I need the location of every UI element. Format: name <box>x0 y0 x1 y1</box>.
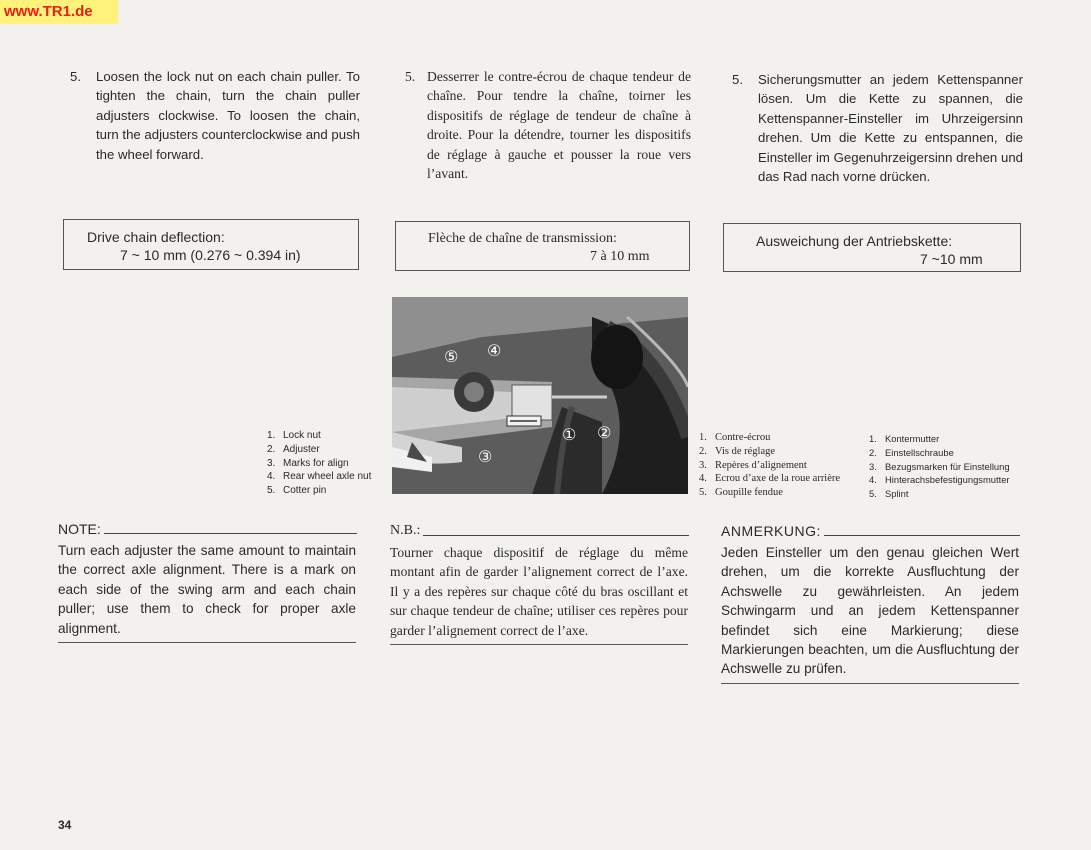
legend-item <box>869 460 1010 474</box>
legend-num: 2. <box>699 445 707 457</box>
legend-label: Hinterachsbefestigungsmutter <box>885 474 1010 486</box>
legend-num: 5. <box>267 485 276 497</box>
legend-label: Ecrou d’axe de la roue arrière <box>715 473 841 485</box>
german-spec-box <box>723 223 1021 272</box>
german-step-5 <box>732 70 1023 186</box>
legend-num: 5. <box>699 487 707 499</box>
legend-label: Einstellschraube <box>885 446 954 458</box>
callout-5: ⑤ <box>444 347 459 366</box>
step-number: 5. <box>732 72 743 87</box>
german-note-body: Jeden Einsteller um den genau gleichen Wert drehen, um die korrekte Ausfluchtung der Achswelle zu gewährleisten. An jedem Schwingarm und an jedem Kettenspanner befindet sich eine Markierung; diese Markierungen beachten, um die Ausfluchtung der Achswelle zu prüfen. <box>721 543 1019 684</box>
legend-item <box>869 473 1010 487</box>
legend-item <box>267 429 371 443</box>
legend-item <box>699 459 840 473</box>
spec-label: Flèche de chaîne de transmission: <box>428 231 617 246</box>
page-number: 34 <box>58 818 72 832</box>
spec-value: 7 ~10 mm <box>920 251 983 267</box>
step-text: Sicherungsmutter an jedem Kettenspanner lösen. Um die Kette zu spannen, die Kettenspanner-Einsteller im Uhrzeigersinn drehen. Um die Kette zu entspannen, die Einsteller im Gegenuhrzeigersinn drehen und das Rad nach vorne drücken. <box>758 72 1023 185</box>
spec-label: Ausweichung der Antriebskette: <box>756 233 953 249</box>
site-watermark[interactable]: www.TR1.de <box>0 0 118 24</box>
english-note-body: Turn each adjuster the same amount to maintain the correct axle alignment. There is a mark on each side of the swing arm and each chain puller; use them to check for proper axle alignment. <box>58 541 356 643</box>
legend-num: 5. <box>869 488 877 500</box>
french-step-5 <box>405 67 691 183</box>
callout-3: ③ <box>478 447 493 466</box>
legend-num: 3. <box>869 460 877 472</box>
legend-num: 4. <box>267 471 276 483</box>
legend-item <box>869 446 1010 460</box>
english-step-5 <box>70 67 360 164</box>
legend-item <box>699 486 840 500</box>
note-rule <box>824 535 1020 536</box>
callout-2: ② <box>597 423 612 442</box>
note-title: N.B.: <box>390 523 421 538</box>
callout-1: ① <box>562 425 577 444</box>
legend-label: Vis de réglage <box>715 445 776 457</box>
legend-item <box>869 487 1010 501</box>
legend-label: Lock nut <box>283 430 321 441</box>
legend-item <box>267 457 371 471</box>
step-number: 5. <box>70 69 81 84</box>
legend-label: Goupille fendue <box>715 487 783 499</box>
legend-item <box>869 432 1010 446</box>
legend-label: Adjuster <box>283 443 320 455</box>
legend-num: 2. <box>267 443 276 455</box>
legend-num: 2. <box>869 446 877 458</box>
legend-label: Marks for align <box>283 457 349 469</box>
legend-label: Rear wheel axle nut <box>283 471 372 483</box>
note-title: NOTE: <box>58 521 101 537</box>
legend-num: 1. <box>267 430 276 441</box>
legend-num: 4. <box>699 473 707 485</box>
callout-4: ④ <box>487 341 502 360</box>
note-rule <box>104 533 357 534</box>
legend-label: Kontermutter <box>885 433 940 444</box>
legend-num: 3. <box>699 459 707 471</box>
legend-label: Bezugsmarken für Einstellung <box>885 460 1010 472</box>
spec-label: Drive chain deflection: <box>87 229 225 245</box>
legend-item <box>267 443 371 457</box>
german-note-heading <box>721 523 1020 539</box>
legend-item <box>267 484 371 498</box>
legend-item <box>699 431 840 445</box>
spec-value: 7 ~ 10 mm (0.276 ~ 0.394 in) <box>120 247 301 263</box>
step-number: 5. <box>405 69 416 84</box>
chain-adjuster-photo <box>392 297 688 494</box>
french-note-body: Tourner chaque dispositif de réglage du même montant afin de garder l’alignement correct de l’axe. Il y a des repères sur chaque côté du bras oscillant et sur chaque tendeur de chaîne; utiliser ces repères pour garder l’alignement correct de l’axe. <box>390 543 688 645</box>
french-note-heading <box>390 523 689 539</box>
legend-label: Splint <box>885 488 909 500</box>
note-title: ANMERKUNG: <box>721 523 821 539</box>
english-spec-box <box>63 219 359 270</box>
english-legend <box>267 429 371 498</box>
english-note-heading <box>58 521 357 537</box>
photo-illustration <box>392 297 688 494</box>
note-rule <box>423 535 689 536</box>
german-legend <box>869 432 1010 501</box>
legend-num: 1. <box>869 433 877 444</box>
legend-item <box>699 445 840 459</box>
french-spec-box <box>395 221 690 271</box>
step-text: Loosen the lock nut on each chain puller. To tighten the chain, turn the chain puller adjusters clockwise. To loosen the chain, turn the adjusters counterclockwise and push the wheel forward. <box>96 69 360 162</box>
legend-item <box>267 470 371 484</box>
step-text: Desserrer le contre-écrou de chaque tendeur de chaîne. Pour tendre la chaîne, toirner les dispositifs de réglage de tendeur de chaîne à droite. Pour la détendre, tourner les dispositifs de réglage à gauche et pousser la roue vers l’avant. <box>427 69 691 182</box>
legend-label: Repères d’alignement <box>715 459 807 471</box>
legend-label: Cotter pin <box>283 485 327 497</box>
legend-num: 3. <box>267 457 276 469</box>
legend-item <box>699 472 840 486</box>
legend-label: Contre-écrou <box>715 432 771 443</box>
spec-value: 7 à 10 mm <box>590 249 650 264</box>
legend-num: 4. <box>869 474 877 486</box>
french-legend <box>699 431 840 500</box>
legend-num: 1. <box>699 432 707 443</box>
